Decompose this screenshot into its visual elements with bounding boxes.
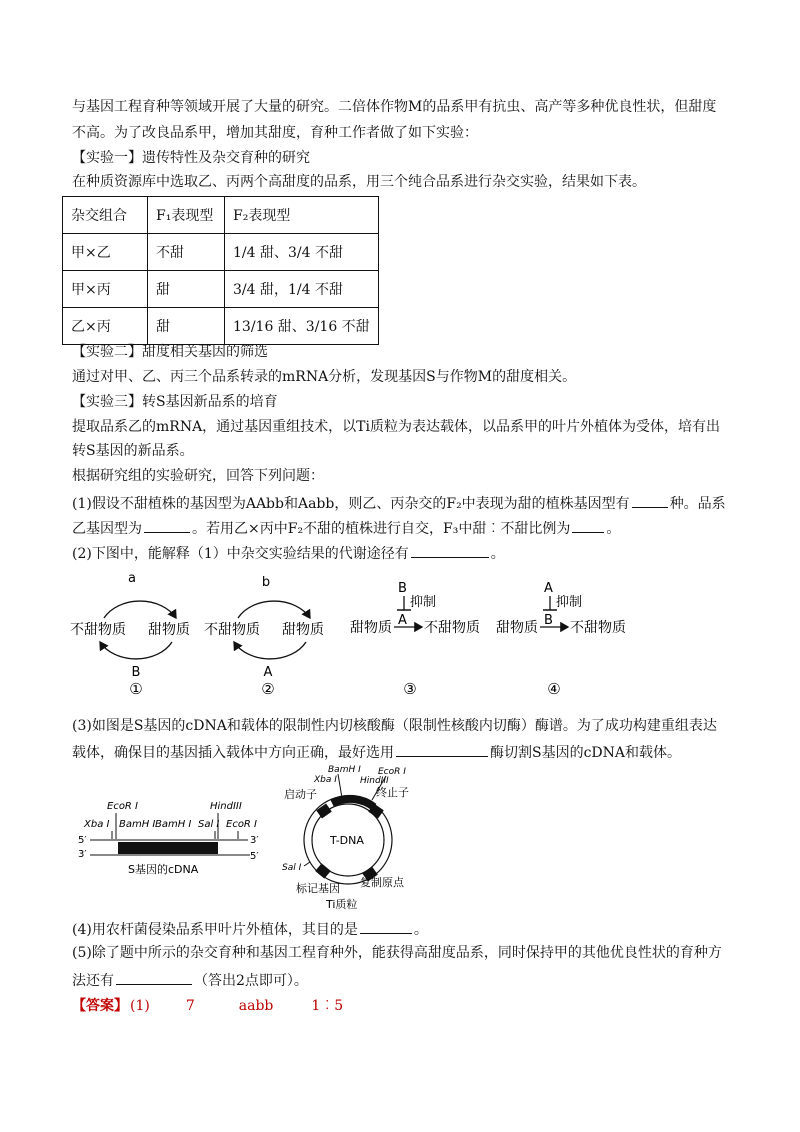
table-header-cell: F₂表现型 [225,197,379,234]
plasmid-tdna-label: T-DNA [330,834,364,847]
cdna-three-left: 3′ [78,849,87,860]
answer-value-2: aabb [238,998,274,1014]
pathway-4-inhibitor: A [544,581,553,596]
plasmid-marker-label: 标记基因 [296,882,340,895]
question-3-line-2 [72,740,732,763]
pathway-2-top-arrow [238,601,310,618]
plasmid-xba-label: Xba I [314,775,337,785]
question-3-line-1: (3)如图是S基因的cDNA和载体的限制性内切核酸酶（限制性核酸内切酶）酶谱。为了成功构建重组表达 [72,718,717,734]
pathway-2-bottom-arrow [234,642,306,659]
table-header-cell: F₁表现型 [148,197,225,234]
experiment-3-heading: 【实验三】转S基因新品系的培育 [72,394,278,410]
answer-blank [116,968,192,985]
q1-text-e: 。 [606,521,621,537]
pathway-2-left: 不甜物质 [204,622,260,638]
answer-number: (1) [130,998,150,1014]
answer-blank [144,516,190,533]
experiment-2-heading: 【实验二】甜度相关基因的筛选 [72,344,268,360]
answer-value-1: 7 [185,998,195,1014]
experiment-2-text: 通过对甲、乙、丙三个品系转录的mRNA分析，发现基因S与作物M的甜度相关。 [72,369,577,385]
table-cell: 1/4 甜、3/4 不甜 [225,234,379,271]
table-cell: 13/16 甜、3/16 不甜 [225,308,379,345]
pathway-3-inhibit-label: 抑制 [410,595,437,610]
cdna-three-right: 3′ [250,835,259,846]
question-5-line-1: (5)除了题中所示的杂交育种和基因工程育种外，能获得高甜度品系，同时保持甲的其他优良性状的育种方 [72,945,722,961]
table-cell: 甲×丙 [63,271,148,308]
answer-blank [411,541,489,558]
plasmid-sal-label: Sal I [282,863,302,873]
answer-blank [632,491,668,508]
answer-blank [360,917,412,934]
table-header-cell: 杂交组合 [63,197,148,234]
pathway-3-enzyme: A [398,613,407,628]
cdna-ecori-left-label: EcoR I [107,801,139,812]
pathway-2-bottom-enzyme: A [263,665,273,680]
pathway-diagram [60,570,680,705]
answer-line [72,996,343,1016]
cdna-five-right: 5′ [250,851,259,862]
cross-results-table [62,196,379,345]
intro-line-1: 与基因工程育种等领域开展了大量的研究。二倍体作物M的品系甲有抗虫、高产等多种优良性状，但甜度 [72,99,717,115]
pathway-1 [70,571,190,698]
q4-text-a: (4)用农杆菌侵染品系甲叶片外植体，其目的是 [72,922,358,938]
pathway-2-right: 甜物质 [282,622,324,638]
q1-text-d: 。若用乙×丙中F₂不甜的植株进行自交，F₃中甜︰不甜比例为 [192,521,571,537]
pathway-4-number: ④ [547,680,561,698]
pathway-1-right: 甜物质 [148,622,190,638]
promoter-block [316,803,332,818]
pathway-1-top-enzyme: a [128,571,136,586]
q1-text-c: 乙基因型为 [72,521,142,537]
answer-value-3: 1︰5 [311,998,344,1014]
question-4-line [72,917,732,940]
pathway-2-top-enzyme: b [261,575,271,590]
table-row [63,234,379,271]
pathway-4-inhibit-label: 抑制 [556,595,583,610]
plasmid-bam-tick [338,774,342,798]
intro-line-2: 不高。为了改良品系甲，增加其甜度，育种工作者做了如下实验： [72,125,478,141]
table-cell: 甜 [148,271,225,308]
pathway-4-left: 甜物质 [496,620,538,636]
plasmid-terminator-label: 终止子 [376,786,409,799]
cdna-bam2-label: BamH I [155,819,192,830]
table-row [63,271,379,308]
q1-text-b: 种。品系 [669,496,726,512]
pathway-4 [496,581,626,698]
q2-text-b: 。 [490,546,505,562]
cdna-caption: S基因的cDNA [128,863,199,876]
experiment-3-text-1: 提取品系乙的mRNA，通过基因重组技术，以Ti质粒为表达载体，以品系甲的叶片外植体为受体，培有出 [72,419,720,435]
table-header-row [63,197,379,234]
plasmid-bam-label: BamH I [328,765,361,775]
pathway-4-enzyme: B [544,613,553,628]
plasmid-ori-label: 复制原点 [360,876,404,889]
q5-text-c: （答出2点即可）。 [194,973,308,989]
table-cell: 甜 [148,308,225,345]
q2-text-a: (2)下图中，能解释（1）中杂交实验结果的代谢途径有 [72,546,409,562]
cdna-xba-label: Xba I [84,819,110,830]
pathway-3-number: ③ [403,680,417,698]
table-cell: 不甜 [148,234,225,271]
answer-tag: 【答案】 [72,998,128,1014]
table-cell: 乙×丙 [63,308,148,345]
cdna-bam1-label: BamH I [119,819,156,830]
question-5-line-2 [72,968,732,991]
question-1-line-1 [72,491,732,514]
pathway-2 [204,575,324,698]
q1-text-a: (1)假设不甜植株的基因型为AAbb和Aabb，则乙、丙杂交的F₂中表现为甜的植株基因型有 [72,496,630,512]
plasmid-sal-tick [304,862,310,866]
plasmid-ecori-label: EcoR I [378,767,406,777]
pathway-3-inhibitor: B [398,581,407,596]
cdna-five-left: 5′ [78,835,87,846]
answer-blank [396,740,488,757]
pathway-4-right: 不甜物质 [570,620,626,636]
pathway-1-bottom-enzyme: B [131,665,141,680]
answer-blank [572,516,604,533]
experiment-3-text-2: 转S基因的新品系。 [72,443,194,459]
experiment-1-heading: 【实验一】遗传特性及杂交育种的研究 [72,150,310,166]
q3-text-c: 酶切割S基因的cDNA和载体。 [490,745,682,761]
pathway-1-top-arrow [104,601,176,618]
table-cell: 甲×乙 [63,234,148,271]
ti-plasmid-map [282,762,432,912]
experiment-1-text: 在种质资源库中选取乙、丙两个高甜度的品系，用三个纯合品系进行杂交实验，结果如下表。 [72,174,646,190]
pathway-3-right: 不甜物质 [424,620,480,636]
pathway-3 [350,581,480,698]
pathway-3-left: 甜物质 [350,620,392,636]
q4-text-b: 。 [413,922,428,938]
cdna-sal-label: Sal I [198,819,220,830]
table-row [63,308,379,345]
pathway-1-bottom-arrow [100,642,172,659]
cdna-hind-label: HindIII [210,801,242,812]
cdna-ecori-right-label: EcoR I [226,819,258,830]
pathway-1-number: ① [129,680,143,698]
table-cell: 3/4 甜，1/4 不甜 [225,271,379,308]
question-1-line-2 [72,516,732,539]
q3-text-b: 载体，确保目的基因插入载体中方向正确，最好选用 [72,745,394,761]
question-intro: 根据研究组的实验研究，回答下列问题： [72,468,324,484]
cdna-gene-block [118,842,218,854]
marker-gene-block [315,863,331,878]
pathway-2-number: ② [261,680,275,698]
q5-text-b: 法还有 [72,973,114,989]
question-2-line [72,541,732,564]
plasmid-caption: Ti质粒 [326,898,358,911]
plasmid-hind-label: HindIII [360,776,389,786]
cdna-map [78,795,273,885]
plasmid-promoter-label: 启动子 [284,788,317,801]
pathway-1-left: 不甜物质 [70,622,126,638]
